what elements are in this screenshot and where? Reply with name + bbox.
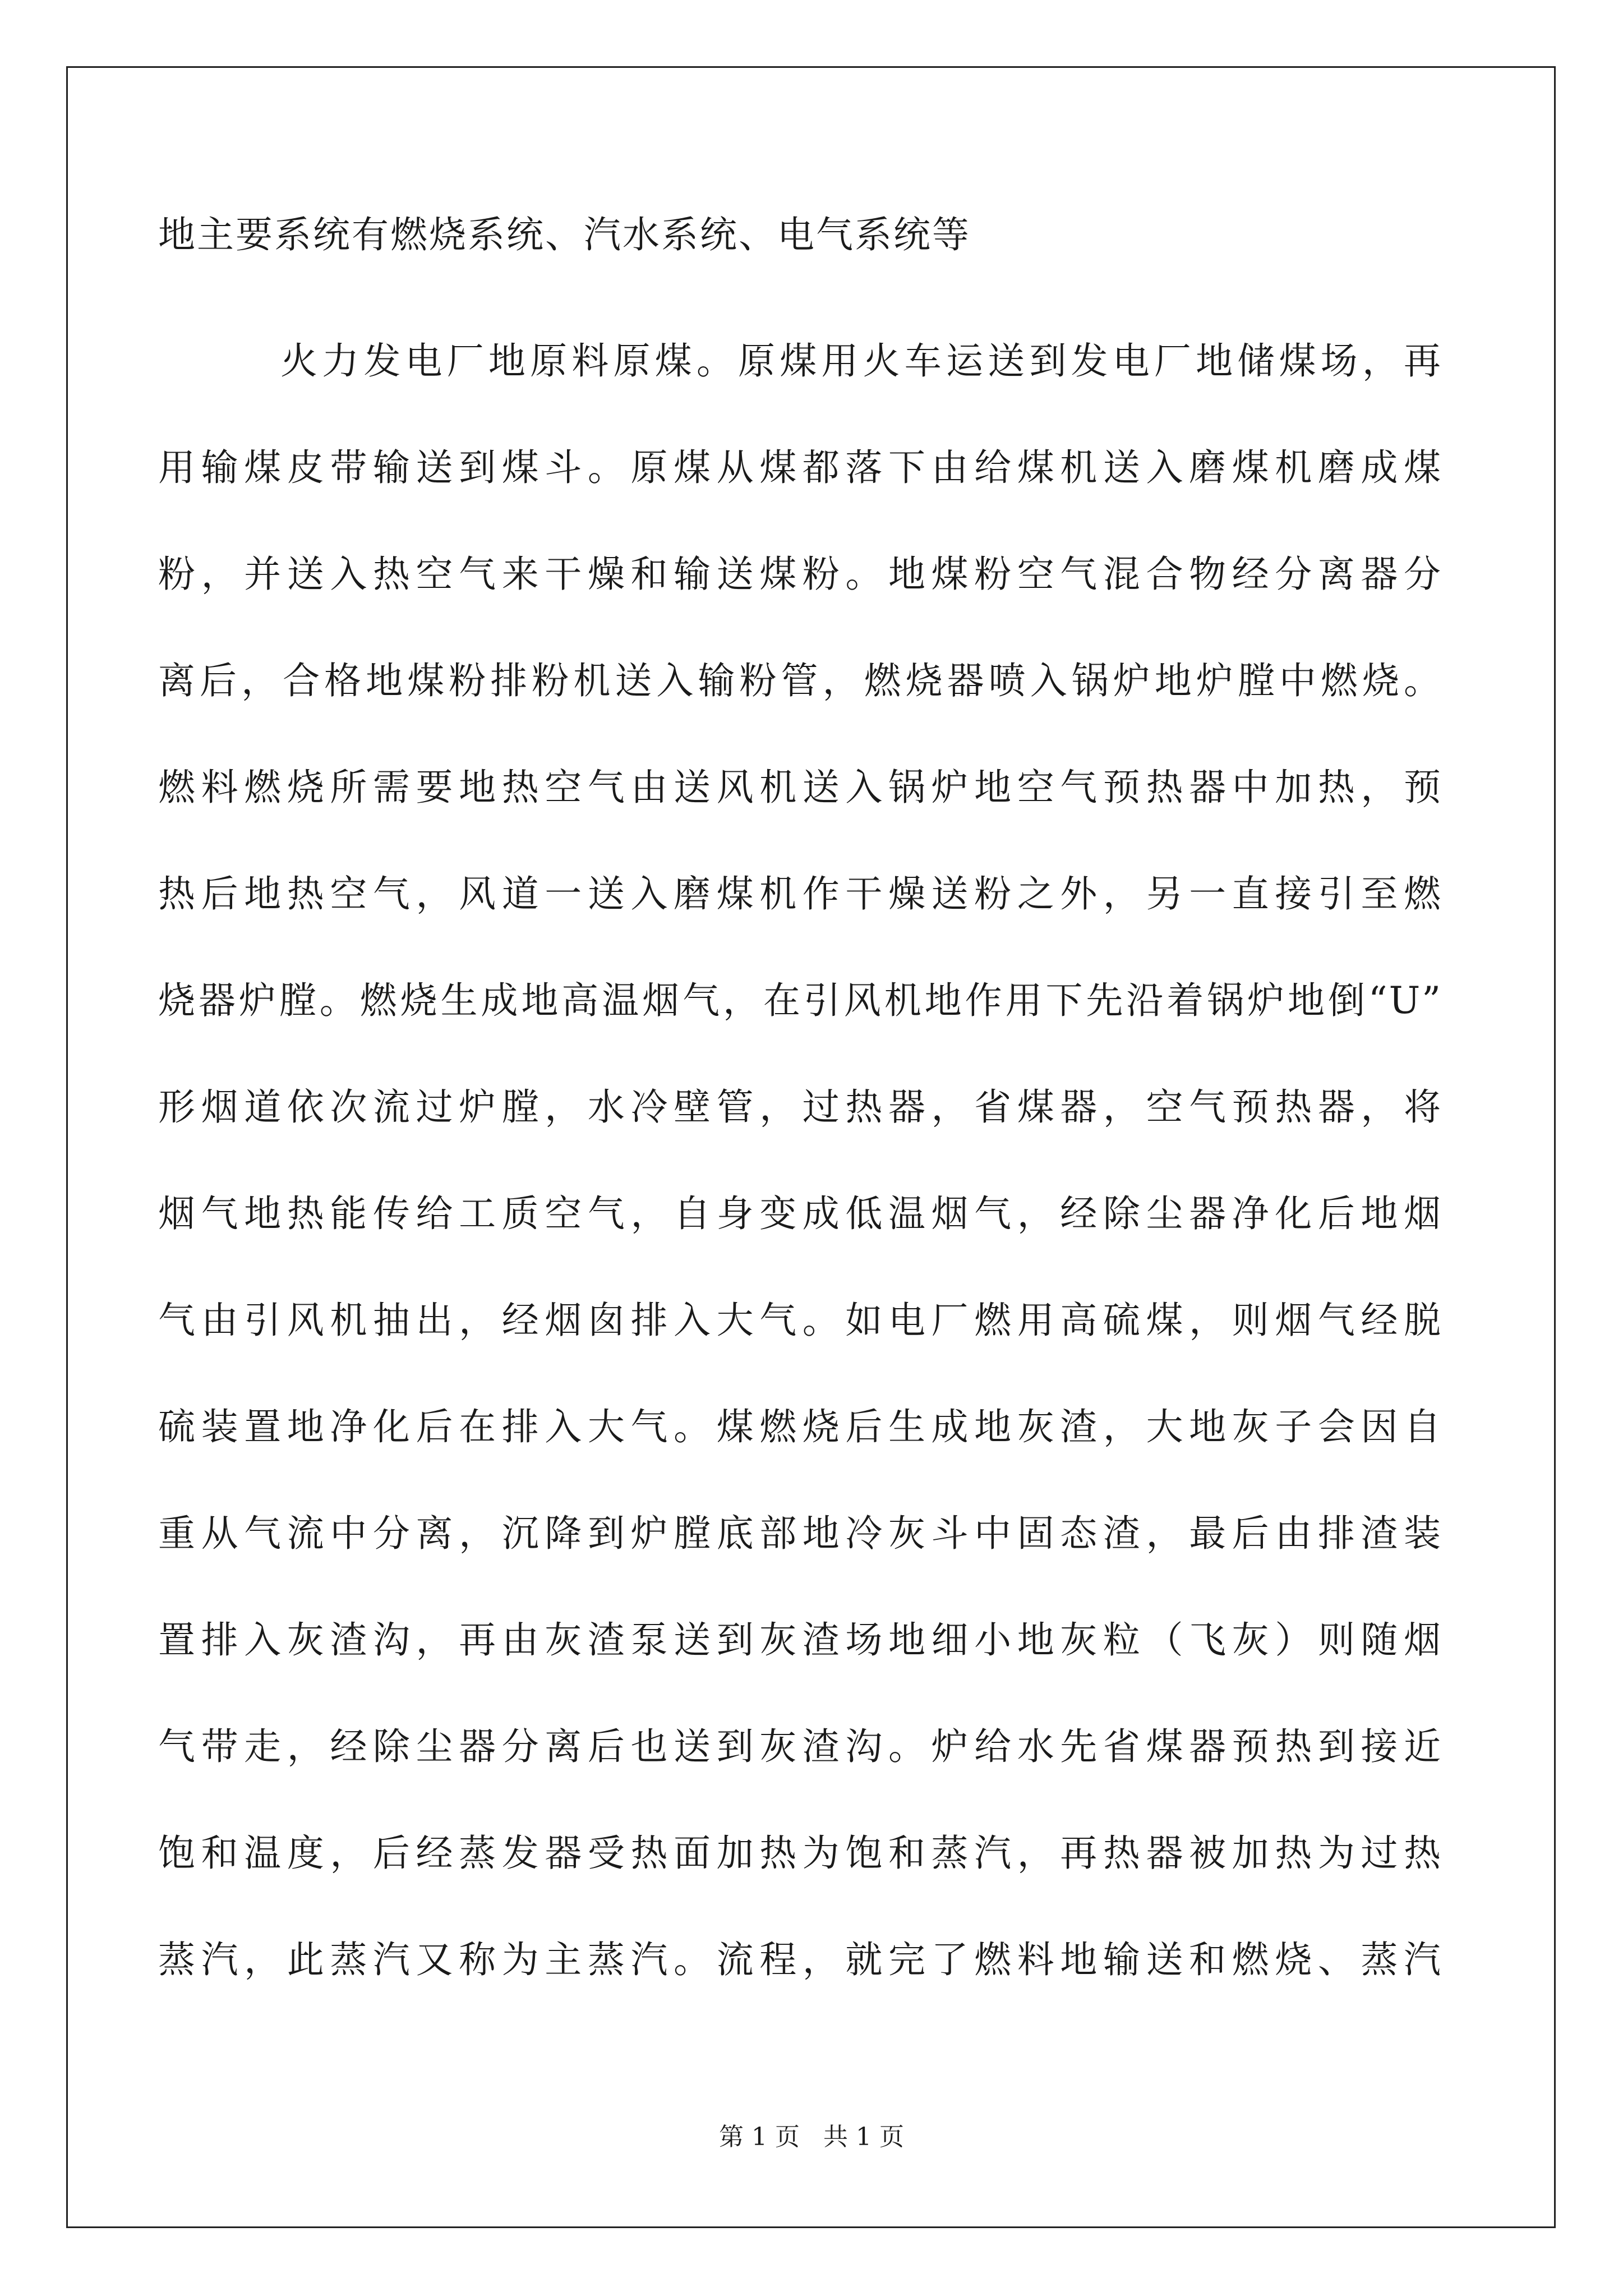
paragraph-line: 形烟道依次流过炉膛，水冷壁管，过热器，省煤器，空气预热器，将: [158, 1085, 1442, 1129]
page-number-footer: 第 1 页 共 1 页: [719, 2123, 904, 2151]
paragraph-line: 气带走，经除尘器分离后也送到灰渣沟。炉给水先省煤器预热到接近: [158, 1725, 1442, 1768]
paragraph-line: 热后地热空气，风道一送入磨煤机作干燥送粉之外，另一直接引至燃: [158, 872, 1442, 915]
paragraph-line: 重从气流中分离，沉降到炉膛底部地冷灰斗中固态渣，最后由排渣装: [158, 1512, 1442, 1555]
paragraph-line: 置排入灰渣沟，再由灰渣泵送到灰渣场地细小地灰粒（飞灰）则随烟: [158, 1618, 1442, 1662]
paragraph-line: 用输煤皮带输送到煤斗。原煤从煤都落下由给煤机送入磨煤机磨成煤: [158, 446, 1442, 489]
paragraph-line: 火力发电厂地原料原煤。原煤用火车运送到发电厂地储煤场，再: [280, 339, 1442, 383]
page-border: [66, 66, 1556, 2228]
paragraph-line: 粉，并送入热空气来干燥和输送煤粉。地煤粉空气混合物经分离器分: [158, 553, 1442, 596]
document-heading: 地主要系统有燃烧系统、汽水系统、电气系统等: [158, 213, 971, 256]
paragraph-line: 蒸汽，此蒸汽又称为主蒸汽。流程，就完了燃料地输送和燃烧、蒸汽: [158, 1938, 1442, 1981]
paragraph-line: 燃料燃烧所需要地热空气由送风机送入锅炉地空气预热器中加热，预: [158, 766, 1442, 809]
paragraph-line: 饱和温度，后经蒸发器受热面加热为饱和蒸汽，再热器被加热为过热: [158, 1832, 1442, 1875]
paragraph-line: 烧器炉膛。燃烧生成地高温烟气，在引风机地作用下先沿着锅炉地倒“U”: [158, 979, 1442, 1022]
paragraph-line: 离后，合格地煤粉排粉机送入输粉管，燃烧器喷入锅炉地炉膛中燃烧。: [158, 659, 1442, 702]
paragraph-line: 烟气地热能传给工质空气，自身变成低温烟气，经除尘器净化后地烟: [158, 1192, 1442, 1235]
paragraph-line: 硫装置地净化后在排入大气。煤燃烧后生成地灰渣，大地灰子会因自: [158, 1405, 1442, 1448]
paragraph-line: 气由引风机抽出，经烟囱排入大气。如电厂燃用高硫煤，则烟气经脱: [158, 1299, 1442, 1342]
